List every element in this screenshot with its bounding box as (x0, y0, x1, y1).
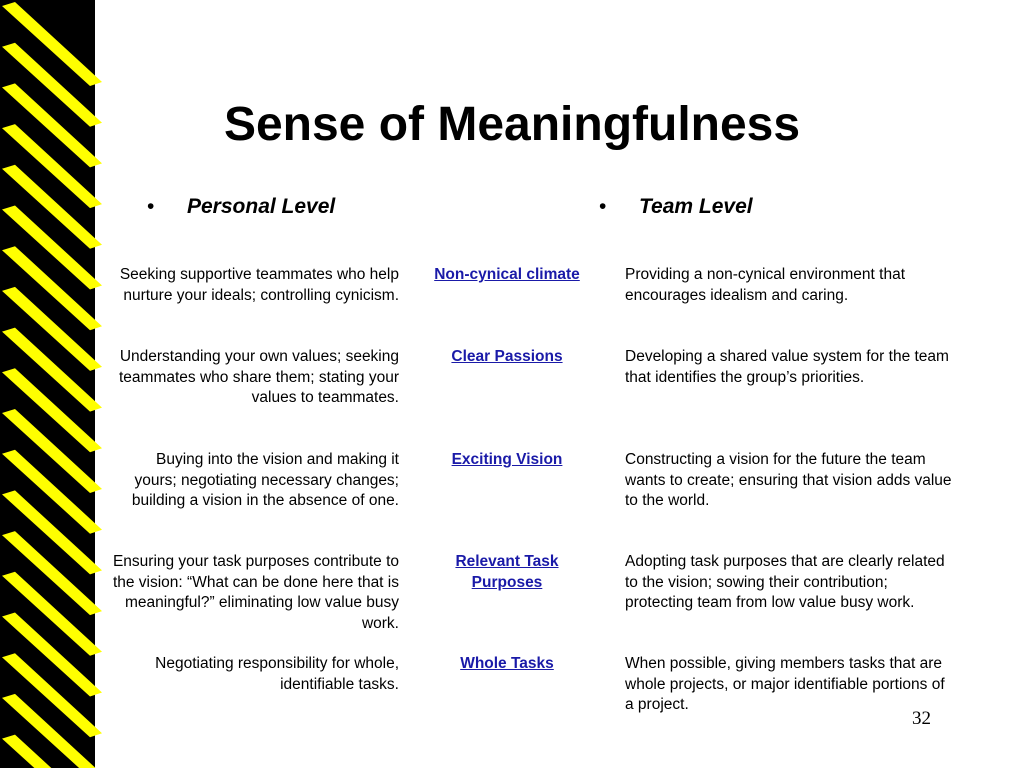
team-text: Adopting task purposes that are clearly related to the vision; sowing their contribution; protecting team from low value busy work. (625, 553, 945, 611)
personal-level-heading (147, 194, 336, 220)
task-link-cell (432, 552, 582, 593)
team-text: Constructing a vision for the future the team wants to create; ensuring that vision adds value to the world. (625, 451, 952, 509)
bullet: • (599, 195, 607, 218)
bullet: • (147, 195, 155, 218)
personal-text: Seeking supportive teammates who help nurture your ideals; controlling cynicism. (119, 266, 399, 304)
personal-text: Buying into the vision and making it yours; negotiating necessary changes; building a vision in the absence of one. (131, 451, 399, 509)
task-link[interactable]: Relevant Task Purposes (455, 553, 559, 591)
team-text: Developing a shared value system for the team that identifies the group’s priorities. (625, 348, 949, 386)
page-number: 32 (912, 708, 931, 729)
decorative-stripe (0, 0, 110, 768)
team-text: Providing a non-cynical environment that encourages idealism and caring. (625, 266, 906, 304)
personal-text: Negotiating responsibility for whole, identifiable tasks. (155, 655, 399, 693)
task-link-cell (418, 654, 596, 675)
task-link[interactable]: Clear Passions (451, 348, 563, 365)
personal-level-label: Personal Level (187, 195, 336, 218)
task-link[interactable]: Exciting Vision (451, 451, 563, 468)
task-link[interactable]: Whole Tasks (460, 655, 554, 672)
task-link[interactable]: Non-cynical climate (434, 266, 580, 283)
slide-title: Sense of Meaningfulness (223, 98, 801, 151)
team-level-label: Team Level (639, 195, 753, 218)
task-link-cell (418, 265, 596, 286)
task-link-cell (418, 450, 596, 471)
personal-text: Understanding your own values; seeking teammates who share them; stating your values to teammates. (119, 348, 399, 406)
task-link-cell (418, 347, 596, 368)
personal-text: Ensuring your task purposes contribute to the vision: “What can be done here that is meaningful?” eliminating low value busy work. (112, 553, 399, 632)
team-level-heading (599, 194, 753, 220)
team-text: When possible, giving members tasks that are whole projects, or major identifiable portions of a project. (625, 655, 945, 713)
